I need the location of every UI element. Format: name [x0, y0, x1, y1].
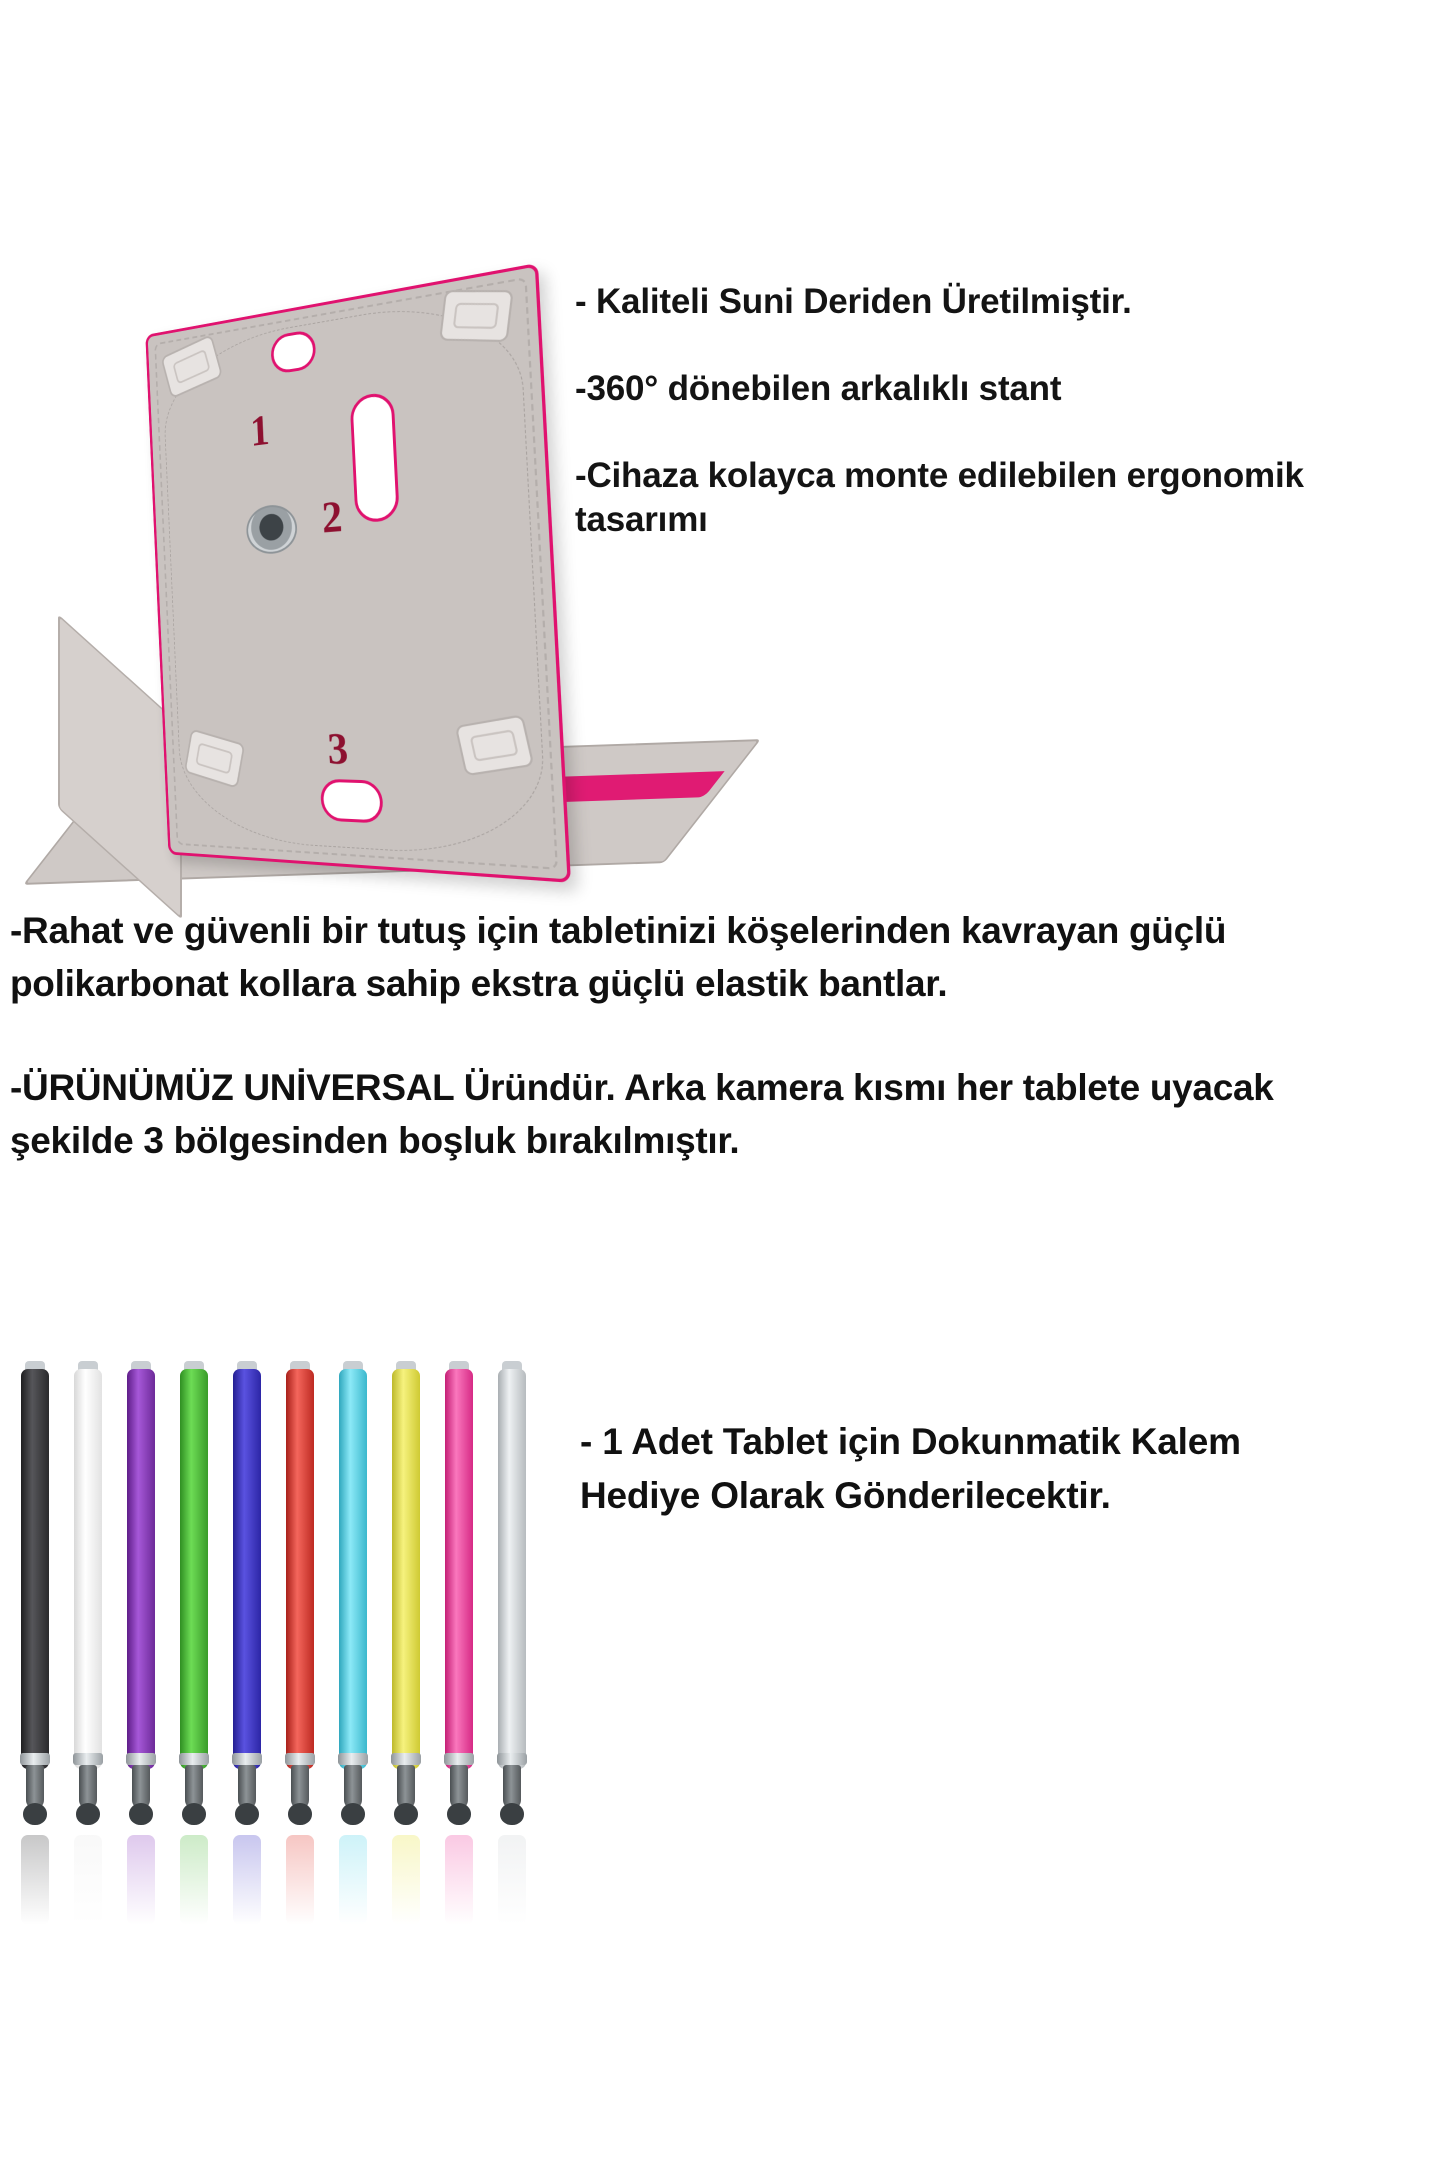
top-feature-list: [575, 280, 1405, 543]
pen-nib-icon: [23, 1803, 47, 1825]
pen-reflection: [233, 1835, 261, 1925]
marker-number-1: 1: [249, 405, 271, 456]
stylus-pen-pink: [442, 1355, 476, 1825]
pen-reflection: [498, 1835, 526, 1925]
pen-reflection: [445, 1835, 473, 1925]
paragraph-universal-camera: -ÜRÜNÜMÜZ UNİVERSAL Üründür. Arka kamera kısmı her tablete uyacak şekilde 3 bölgesinden boşluk bırakılmıştır.: [10, 1067, 1274, 1161]
middle-paragraph-block: [10, 905, 1340, 1167]
pen-nib-icon: [76, 1803, 100, 1825]
stylus-pen-silver: [495, 1355, 529, 1825]
bottom-section: [0, 1330, 1440, 2160]
stylus-pen-green: [177, 1355, 211, 1825]
stylus-pen-red: [283, 1355, 317, 1825]
pen-reflection: [286, 1835, 314, 1925]
pen-body: [180, 1369, 208, 1769]
pen-ring: [285, 1753, 315, 1765]
pen-ring: [497, 1753, 527, 1765]
pen-ring: [338, 1753, 368, 1765]
pen-nib-icon: [235, 1803, 259, 1825]
marker-number-2: 2: [320, 491, 344, 543]
pen-ring: [126, 1753, 156, 1765]
pen-body: [339, 1369, 367, 1769]
pen-body: [127, 1369, 155, 1769]
pen-nib-icon: [447, 1803, 471, 1825]
pen-nib-icon: [182, 1803, 206, 1825]
pen-nib-icon: [394, 1803, 418, 1825]
feature-item-3: -Cihaza kolayca monte edilebilen ergonomik tasarımı: [575, 455, 1304, 540]
corner-bracket-bottom-right-icon: [455, 714, 535, 776]
stylus-pen-yellow: [389, 1355, 423, 1825]
feature-item-1: - Kaliteli Suni Deriden Üretilmiştir.: [575, 282, 1132, 321]
pen-body: [392, 1369, 420, 1769]
top-section: [0, 0, 1440, 910]
stylus-pen-cyan: [336, 1355, 370, 1825]
paragraph-elastic-bands: -Rahat ve güvenli bir tutuş için tabletinizi köşelerinden kavrayan güçlü polikarbonat kollara sahip ekstra güçlü elastik bantlar.: [10, 910, 1227, 1004]
pen-body: [233, 1369, 261, 1769]
feature-item-2: -360° dönebilen arkalıklı stant: [575, 368, 1062, 408]
pen-reflection: [180, 1835, 208, 1925]
corner-bracket-top-right-icon: [439, 290, 514, 342]
pen-body: [445, 1369, 473, 1769]
pen-nib-icon: [129, 1803, 153, 1825]
pen-ring: [73, 1753, 103, 1765]
pen-reflection: [74, 1835, 102, 1925]
stylus-pen-blue: [230, 1355, 264, 1825]
pen-reflection: [21, 1835, 49, 1925]
pen-reflection: [392, 1835, 420, 1925]
pen-nib-icon: [341, 1803, 365, 1825]
stylus-pen-purple: [124, 1355, 158, 1825]
pen-ring: [179, 1753, 209, 1765]
pen-reflection: [127, 1835, 155, 1925]
pen-ring: [391, 1753, 421, 1765]
marker-number-3: 3: [326, 724, 350, 774]
stylus-pen-white: [71, 1355, 105, 1825]
case-back-panel: [145, 263, 571, 883]
pen-ring: [444, 1753, 474, 1765]
stylus-pen-group-illustration: [18, 1355, 578, 2155]
pen-nib-icon: [288, 1803, 312, 1825]
pen-reflection: [339, 1835, 367, 1925]
pen-nib-icon: [500, 1803, 524, 1825]
pen-body: [498, 1369, 526, 1769]
pen-ring: [20, 1753, 50, 1765]
camera-cutout-3: [320, 779, 384, 824]
pen-body: [286, 1369, 314, 1769]
gift-text-block: [580, 1415, 1370, 1522]
pen-body: [74, 1369, 102, 1769]
camera-cutout-2: [350, 391, 400, 523]
pen-ring: [232, 1753, 262, 1765]
gift-description: - 1 Adet Tablet için Dokunmatik Kalem Hediye Olarak Gönderilecektir.: [580, 1421, 1241, 1516]
stylus-pen-black: [18, 1355, 52, 1825]
pen-body: [21, 1369, 49, 1769]
